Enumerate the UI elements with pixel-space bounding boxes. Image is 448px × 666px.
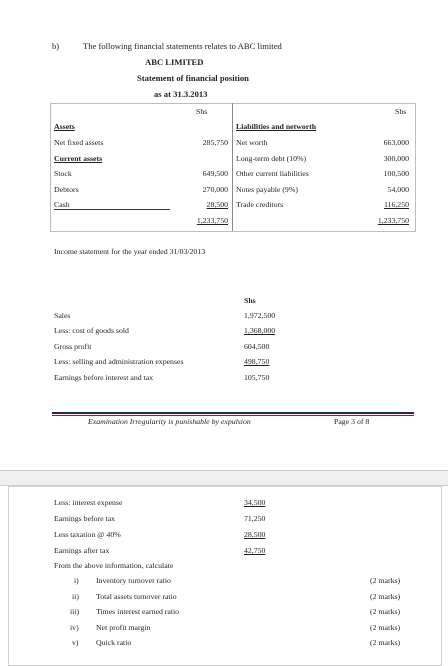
sofp-table-border: [50, 103, 416, 232]
task-text: Times interest earned ratio: [96, 607, 180, 616]
sofp-right-currency-header: Shs: [395, 107, 407, 116]
income-row-value: 498,750: [244, 357, 270, 366]
task-marks: (2 marks): [370, 607, 401, 616]
sofp-right-label: Trade creditors: [236, 200, 284, 209]
income-row-label: Less: cost of goods sold: [54, 326, 129, 335]
task-marks: (2 marks): [370, 592, 401, 601]
continued-row-label: Earnings after tax: [54, 546, 110, 555]
question-intro: The following financial statements relates to ABC limited: [83, 41, 282, 51]
sofp-column-divider: [232, 103, 233, 231]
continued-row-label: Less: interest expense: [54, 498, 123, 507]
sofp-left-value: 28,500: [206, 200, 228, 209]
page-number: Page 3 of 8: [334, 417, 370, 426]
sofp-total-left: 1,233,750: [196, 216, 228, 225]
assets-heading: Assets: [54, 122, 75, 131]
sofp-right-value: 100,500: [383, 169, 409, 178]
sofp-right-label: Long-term debt (10%): [236, 154, 307, 163]
income-statement-title: Income statement for the year ended 31/03/2013: [54, 247, 206, 256]
task-text: Total assets turnover ratio: [96, 592, 177, 601]
income-row-label: Gross profit: [54, 342, 92, 351]
question-label: b): [52, 41, 60, 51]
income-row-label: Earnings before interest and tax: [54, 373, 154, 382]
sofp-right-value: 54,000: [387, 185, 409, 194]
exam-page-4: [0, 486, 448, 661]
task-text: Quick ratio: [96, 638, 132, 647]
footer-rule-dark: [52, 412, 414, 414]
income-row-label: Sales: [54, 311, 71, 320]
statement-date: as at 31.3.2013: [154, 89, 208, 99]
sofp-left-label: Stock: [54, 169, 72, 178]
task-text: Net profit margin: [96, 623, 151, 632]
footer-warning: Examination Irregularity is punishable by expulsion: [88, 417, 251, 426]
income-currency-header: Shs: [244, 296, 256, 305]
sofp-right-label: Net worth: [236, 138, 268, 147]
task-marks: (2 marks): [370, 576, 401, 585]
income-row-value: 604,500: [244, 342, 270, 351]
continued-row-value: 71,250: [244, 514, 266, 523]
task-number: ii): [72, 592, 79, 601]
page-separator: [0, 470, 448, 486]
sofp-left-label: Debtors: [54, 185, 79, 194]
continued-row-value: 28,500: [244, 530, 266, 539]
sofp-right-value: 116,250: [383, 200, 409, 209]
task-text: Inventory turnover ratio: [96, 576, 171, 585]
footer-rule-red: [52, 415, 414, 416]
income-row-value: 1,972,500: [244, 311, 276, 320]
sofp-left-label: Cash: [54, 200, 70, 209]
task-number: iii): [70, 607, 80, 616]
income-row-label: Less: selling and administration expenses: [54, 357, 184, 366]
task-number: iv): [70, 623, 79, 632]
sofp-right-label: Notes payable (9%): [236, 185, 298, 194]
sofp-left-label: Current assets: [54, 154, 103, 163]
sofp-left-label: Net fixed assets: [54, 138, 104, 147]
sofp-right-label: Other current liabilities: [236, 169, 309, 178]
income-row-value: 1,368,000: [244, 326, 276, 335]
task-number: v): [72, 638, 79, 647]
cash-underline: [54, 209, 170, 210]
continued-row-value: 34,500: [244, 498, 266, 507]
continued-row-value: 42,750: [244, 546, 266, 555]
sofp-left-value: 270,000: [202, 185, 228, 194]
sofp-left-currency-header: Shs: [196, 107, 208, 116]
task-marks: (2 marks): [370, 638, 401, 647]
calculation-instruction: From the above information, calculate: [54, 561, 174, 570]
task-marks: (2 marks): [370, 623, 401, 632]
income-row-value: 105,750: [244, 373, 270, 382]
continued-row-label: Less taxation @ 40%: [54, 530, 121, 539]
company-name: ABC LIMITED: [145, 57, 204, 67]
sofp-total-right: 1,233,750: [377, 216, 409, 225]
sofp-right-value: 663,000: [383, 138, 409, 147]
continued-row-label: Earnings before tax: [54, 514, 116, 523]
statement-title: Statement of financial position: [137, 73, 249, 83]
task-number: i): [74, 576, 79, 585]
sofp-left-value: 285,750: [202, 138, 228, 147]
sofp-right-value: 300,000: [383, 154, 409, 163]
sofp-left-value: 649,500: [202, 169, 228, 178]
liabilities-heading: Liabilities and networth: [236, 122, 317, 131]
